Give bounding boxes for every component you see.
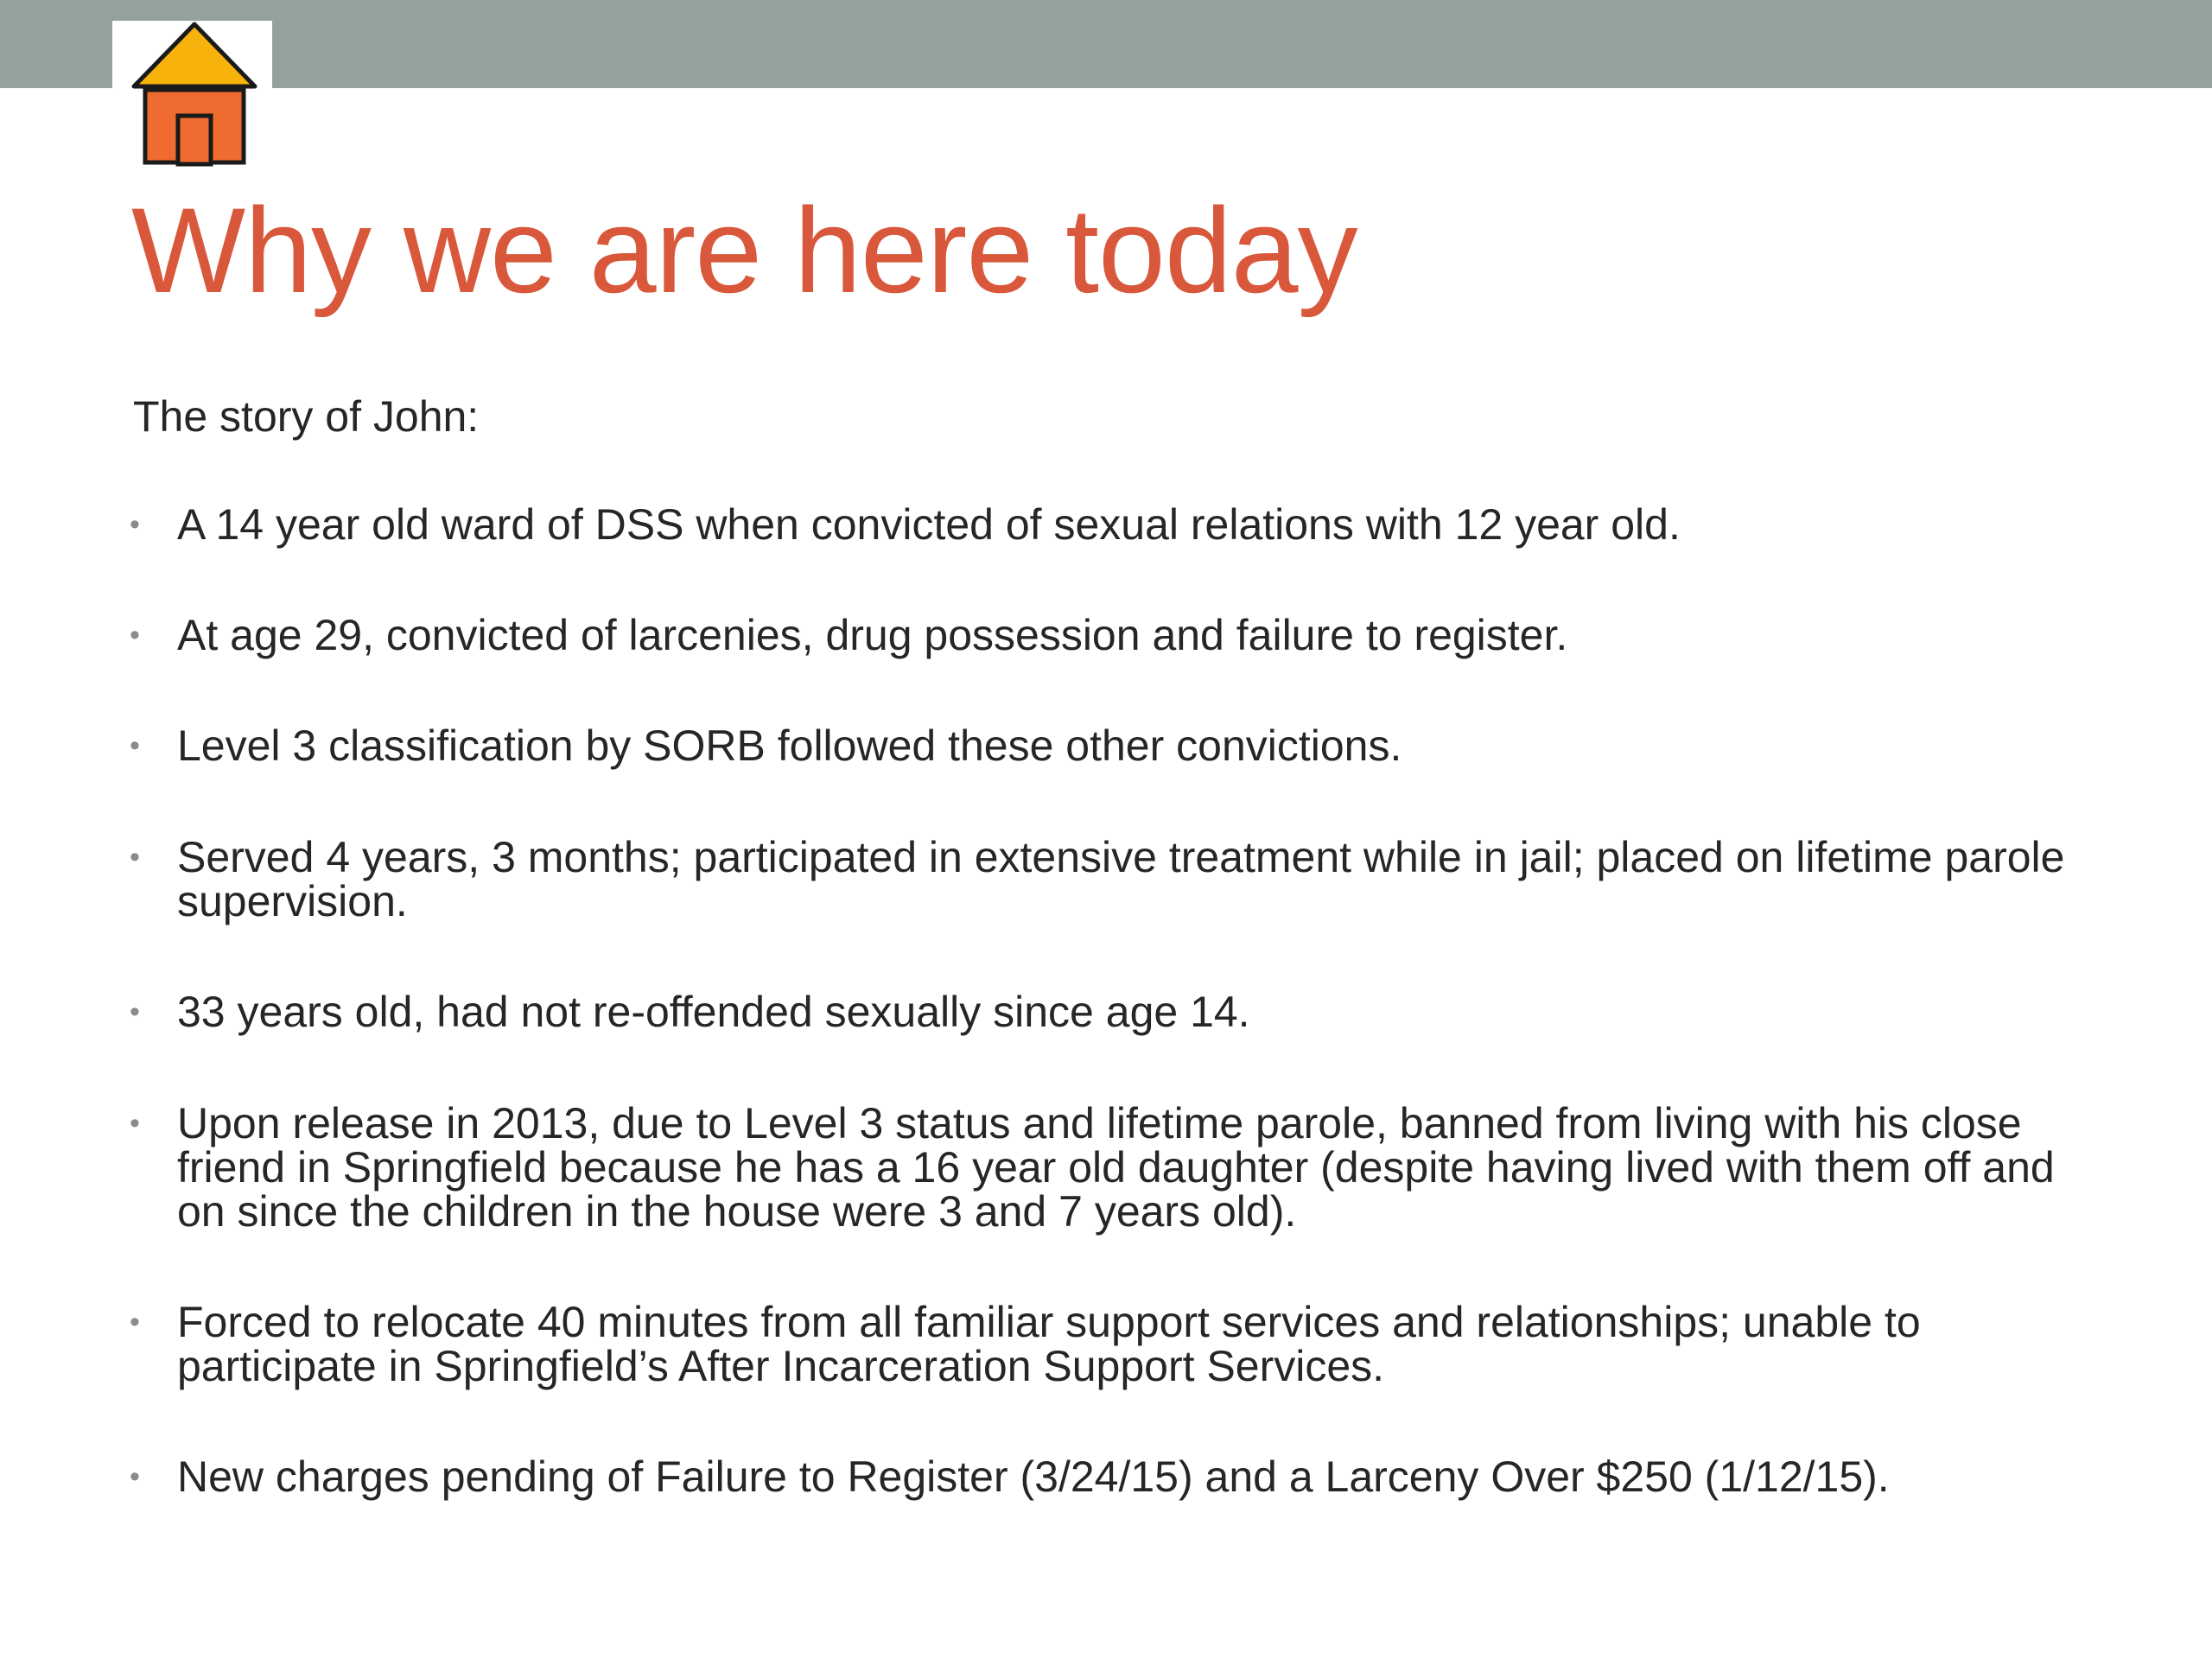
slide-title: Why we are here today [131,182,1357,318]
bullet-icon: • [130,1107,140,1140]
bullet-icon: • [130,508,140,541]
bullet-icon: • [130,995,140,1028]
list-item [130,1300,2074,1389]
intro-text: The story of John: [133,392,480,441]
list-item [130,500,2074,549]
bullet-text: New charges pending of Failure to Register (3/24/15) and a Larceny Over $250 (1/12/15). [177,1452,1890,1501]
list-item [130,1452,2074,1501]
list-item [130,1099,2074,1236]
list-item [130,990,2074,1034]
bullet-icon: • [130,1306,140,1338]
bullet-text: Forced to relocate 40 minutes from all familiar support services and relationships; unable to participate in Springfield’s After Incarceration Support Services. [177,1298,1921,1390]
bullet-text: Level 3 classification by SORB followed these other convictions. [177,721,1402,770]
bullet-icon: • [130,1460,140,1493]
bullet-text: A 14 year old ward of DSS when convicted of sexual relations with 12 year old. [177,500,1681,549]
list-item [130,613,2074,658]
bullet-icon: • [130,841,140,874]
bullet-text: Served 4 years, 3 months; participated in extensive treatment while in jail; placed on lifetime parole supervision. [177,833,2065,925]
bullet-text: At age 29, convicted of larcenies, drug possession and failure to register. [177,611,1568,659]
house-icon [130,19,259,170]
bullet-icon: • [130,619,140,652]
top-bar [0,0,2212,88]
bullet-text: 33 years old, had not re-offended sexually since age 14. [177,988,1250,1036]
bullet-text: Upon release in 2013, due to Level 3 status and lifetime parole, banned from living with his close friend in Springfield because he has a 16 year old daughter (despite having lived with them off and on since the children in the house were 3 and 7 years old). [177,1099,2055,1236]
bullet-icon: • [130,729,140,762]
list-item [130,721,2074,770]
list-item [130,833,2074,925]
